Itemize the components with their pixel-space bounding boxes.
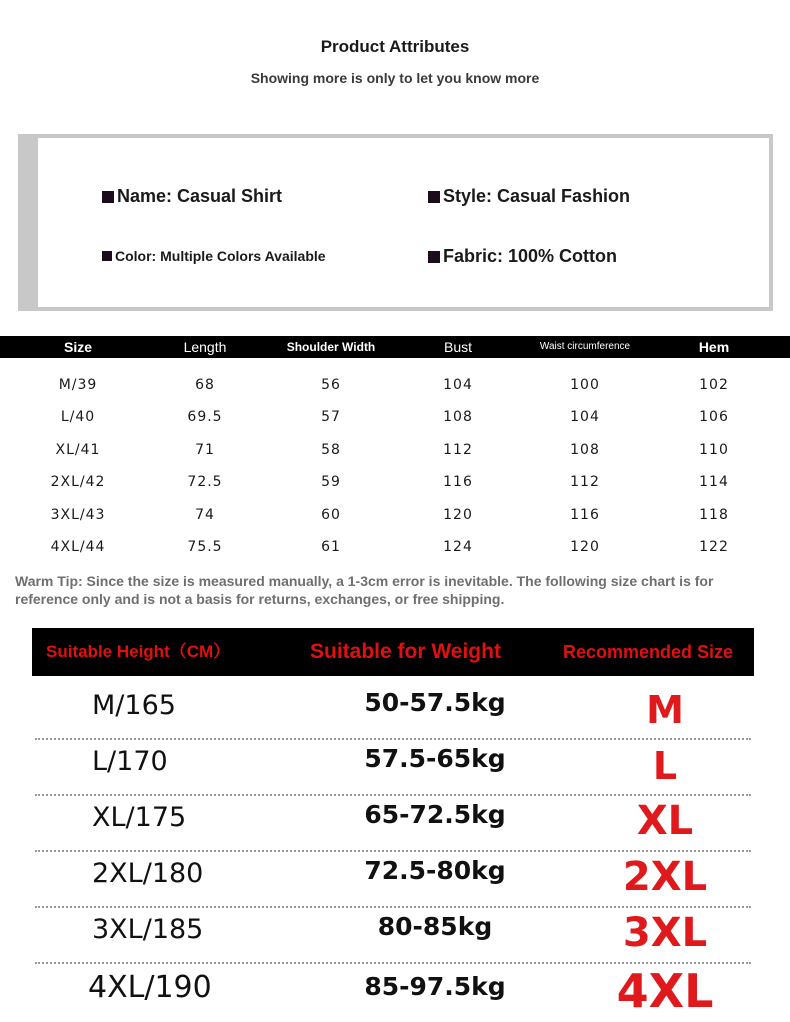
square-bullet-icon [102, 191, 114, 203]
cell-bust: 112 [443, 441, 473, 458]
table-row [0, 466, 790, 498]
cell-hem: 118 [699, 506, 729, 523]
cell-length: 74 [195, 506, 215, 523]
cell-weight: 72.5-80kg [364, 856, 506, 885]
table-row [0, 852, 790, 908]
cell-recommended-size: 3XL [622, 910, 708, 956]
cell-waist: 112 [570, 474, 600, 491]
cell-shoulder-width: 60 [321, 506, 341, 523]
table-row [0, 369, 790, 401]
header-shoulder-width: Shoulder Width [286, 340, 376, 354]
table-row [0, 434, 790, 466]
header-recommended-size: Recommended Size [563, 642, 734, 662]
attribute-fabric-text: Fabric: 100% Cotton [443, 246, 618, 266]
cell-size: M/39 [58, 377, 98, 393]
cell-length: 68 [195, 377, 215, 393]
table-row [0, 796, 790, 852]
header-suitable-weight: Suitable for Weight [310, 640, 501, 663]
cell-length: 72.5 [187, 474, 223, 491]
cell-size: 3XL/43 [50, 506, 106, 523]
cell-hem: 102 [699, 377, 729, 393]
cell-bust: 120 [443, 506, 473, 523]
warm-tip: Warm Tip: Since the size is measured manually, a 1-3cm error is inevitable. The following size chart is for reference only and is not a basis for returns, exchanges, or free shipping. [15, 573, 714, 607]
cell-hem: 122 [699, 538, 729, 555]
cell-hem: 106 [699, 409, 729, 426]
cell-recommended-size: M [646, 688, 684, 732]
size-table-body [0, 369, 790, 563]
square-bullet-icon [428, 251, 440, 263]
cell-waist: 108 [570, 441, 600, 458]
header-waist: Waist circumference [539, 341, 631, 352]
attribute-fabric [428, 246, 617, 267]
cell-bust: 116 [443, 474, 473, 491]
table-row [0, 684, 790, 740]
cell-waist: 120 [570, 538, 600, 555]
cell-hem: 114 [699, 474, 729, 491]
page-subtitle: Showing more is only to let you know more [250, 70, 540, 86]
square-bullet-icon [428, 191, 440, 203]
attributes-box [18, 134, 773, 311]
cell-shoulder-width: 56 [321, 377, 341, 393]
cell-waist: 100 [570, 377, 600, 393]
cell-shoulder-width: 59 [321, 474, 341, 491]
header-bust: Bust [443, 339, 472, 355]
table-row [0, 401, 790, 433]
cell-length: 75.5 [187, 538, 223, 555]
attribute-style [428, 186, 630, 207]
recommend-table-header [32, 628, 754, 676]
cell-weight: 57.5-65kg [364, 744, 506, 773]
table-row [0, 964, 790, 1022]
cell-weight: 80-85kg [377, 912, 493, 941]
table-row [0, 499, 790, 531]
cell-size: 4XL/44 [50, 538, 106, 555]
attribute-color [102, 248, 326, 264]
cell-recommended-size: 4XL [616, 964, 714, 1018]
cell-weight: 65-72.5kg [364, 800, 506, 829]
header-hem: Hem [698, 339, 730, 355]
cell-shoulder-width: 57 [321, 409, 341, 426]
cell-recommended-size: XL [636, 798, 694, 844]
cell-height: 3XL/185 [92, 914, 204, 945]
cell-height: XL/175 [92, 802, 187, 833]
cell-weight: 85-97.5kg [364, 972, 506, 1001]
cell-waist: 104 [570, 409, 600, 426]
cell-bust: 104 [443, 377, 473, 393]
cell-weight: 50-57.5kg [364, 688, 506, 717]
table-row [0, 531, 790, 563]
header-length: Length [183, 339, 227, 355]
table-row [0, 740, 790, 796]
cell-recommended-size: L [652, 744, 678, 788]
cell-size: L/40 [60, 409, 96, 426]
cell-height: L/170 [92, 746, 168, 777]
cell-bust: 124 [443, 538, 473, 555]
cell-recommended-size: 2XL [622, 854, 708, 900]
page-title: Product Attributes [320, 37, 470, 56]
attribute-color-text: Color: Multiple Colors Available [115, 248, 326, 264]
attributes-panel [38, 138, 769, 307]
size-table-header [0, 336, 790, 358]
cell-hem: 110 [699, 441, 729, 458]
attribute-name [102, 186, 282, 207]
square-bullet-icon [102, 251, 112, 261]
cell-height: 2XL/180 [92, 858, 204, 889]
attribute-name-text: Name: Casual Shirt [117, 186, 283, 206]
header-size: Size [63, 339, 92, 355]
cell-waist: 116 [570, 506, 600, 523]
attribute-style-text: Style: Casual Fashion [443, 186, 631, 206]
cell-size: XL/41 [55, 441, 101, 458]
cell-size: 2XL/42 [50, 474, 106, 491]
cell-bust: 108 [443, 409, 473, 426]
cell-shoulder-width: 61 [321, 538, 341, 555]
cell-height: M/165 [92, 690, 176, 721]
table-row [0, 908, 790, 964]
cell-height: 4XL/190 [88, 970, 212, 1005]
cell-shoulder-width: 58 [321, 441, 341, 458]
cell-length: 69.5 [187, 409, 223, 426]
header-suitable-height: Suitable Height（CM） [46, 642, 231, 661]
cell-length: 71 [195, 441, 215, 458]
